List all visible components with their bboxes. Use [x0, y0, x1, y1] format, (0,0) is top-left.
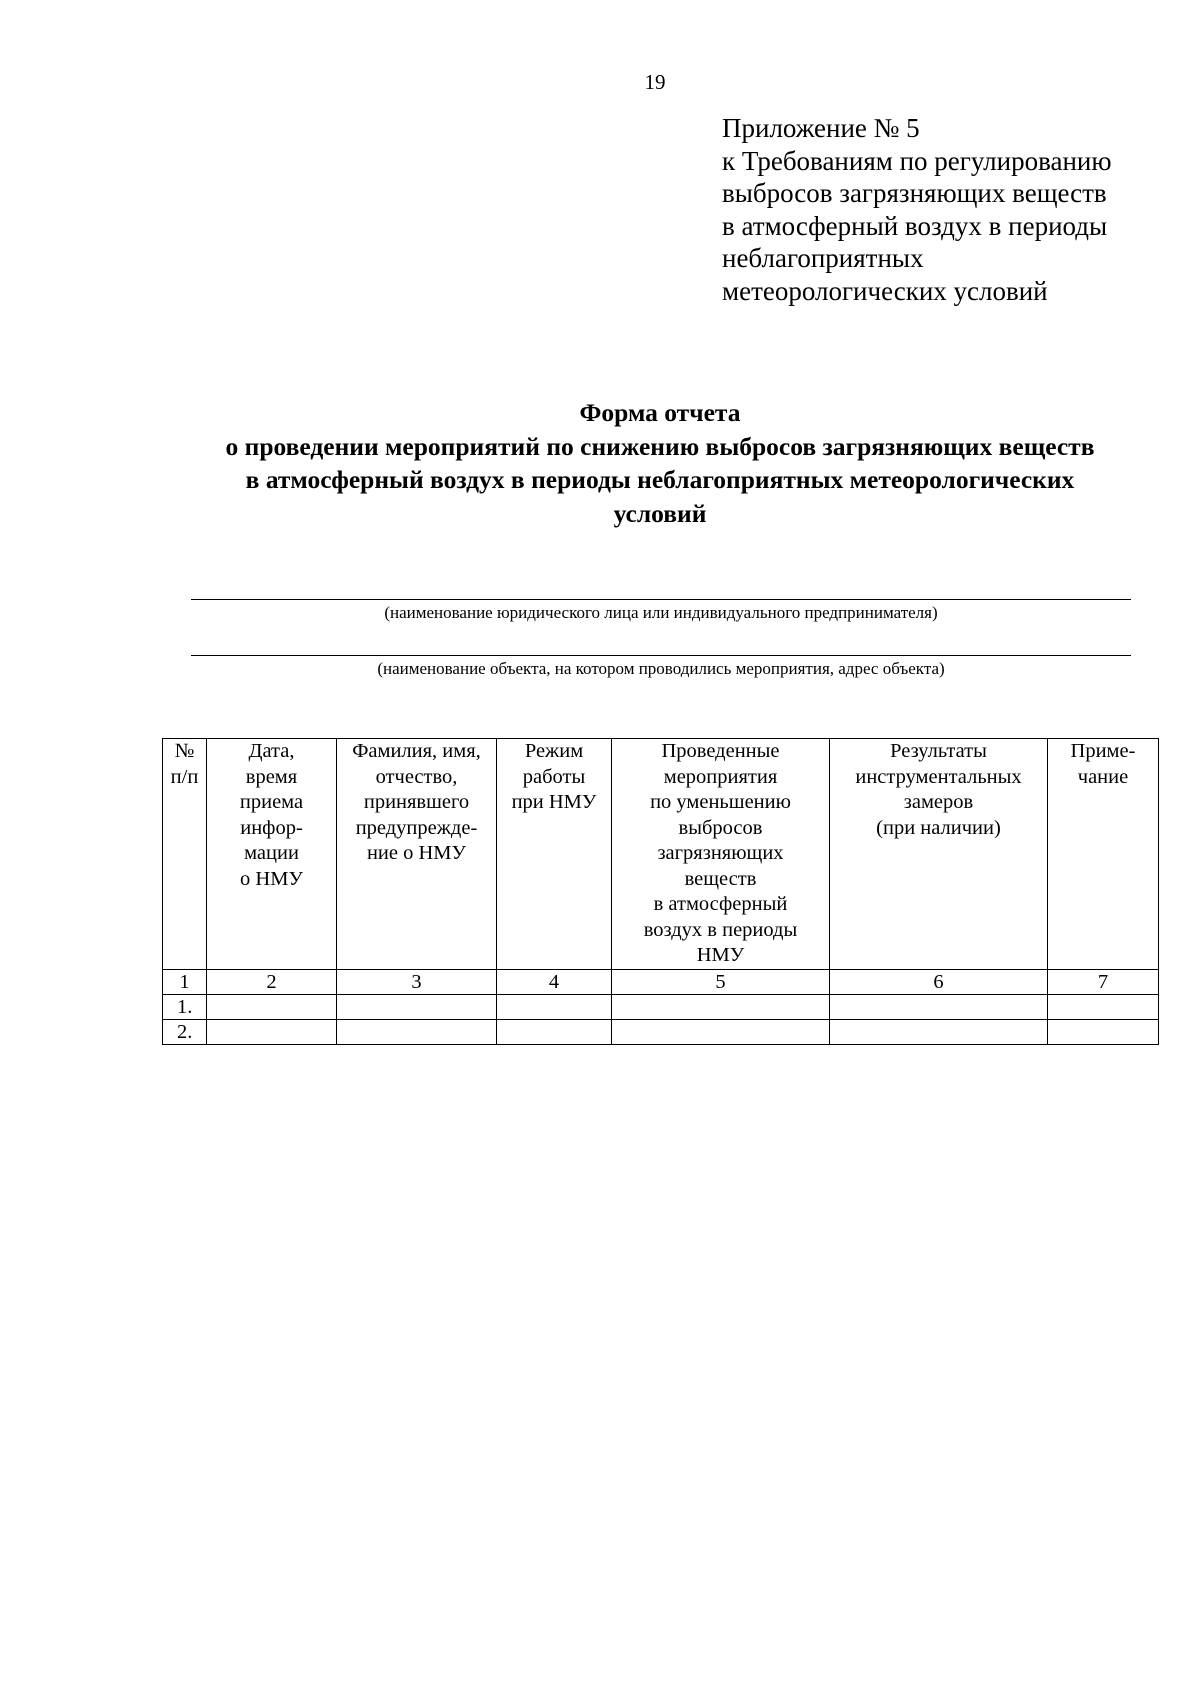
- table-cell[interactable]: [497, 1020, 612, 1045]
- column-number: 5: [612, 970, 830, 995]
- object-name-line[interactable]: [191, 655, 1131, 656]
- header-results: Результаты инструментальных замеров (при наличии): [830, 739, 1048, 970]
- object-name-caption: (наименование объекта, на котором проводились мероприятия, адрес объекта): [377, 659, 945, 678]
- table-header-row: [163, 739, 1159, 970]
- report-table: [162, 738, 1159, 1045]
- table-row: [163, 995, 1159, 1020]
- row-number: 1.: [163, 995, 207, 1020]
- page-number: 19: [644, 70, 666, 94]
- header-note: Приме- чание: [1048, 739, 1159, 970]
- appendix-line: метеорологических условий: [722, 275, 1048, 306]
- column-number: 6: [830, 970, 1048, 995]
- appendix-line: неблагоприятных: [722, 243, 924, 273]
- table-cell[interactable]: [612, 1020, 830, 1045]
- appendix-line: Приложение № 5: [722, 113, 920, 143]
- header-mode: Режим работы при НМУ: [497, 739, 612, 970]
- table-row: [163, 1020, 1159, 1045]
- table-cell[interactable]: [830, 995, 1048, 1020]
- row-number: 2.: [163, 1020, 207, 1045]
- appendix-line: в атмосферный воздух в периоды: [722, 210, 1108, 241]
- column-number: 3: [337, 970, 497, 995]
- table-cell[interactable]: [830, 1020, 1048, 1045]
- column-number: 1: [163, 970, 207, 995]
- table-cell[interactable]: [612, 995, 830, 1020]
- appendix-line: выбросов загрязняющих веществ: [722, 178, 1107, 208]
- table-cell[interactable]: [337, 995, 497, 1020]
- title-line: о проведении мероприятий по снижению выбросов загрязняющих веществ: [225, 431, 1095, 461]
- appendix-line: к Требованиям по регулированию: [722, 145, 1112, 176]
- header-date: Дата, время приема инфор- мации о НМУ: [207, 739, 337, 970]
- form-title: [160, 396, 1160, 530]
- column-number: 4: [497, 970, 612, 995]
- header-receiver: Фамилия, имя, отчество, принявшего предупрежде- ние о НМУ: [337, 739, 497, 970]
- header-measures: Проведенные мероприятия по уменьшению выбросов загрязняющих веществ в атмосферный воздух в периоды НМУ: [612, 739, 830, 970]
- table-cell[interactable]: [207, 995, 337, 1020]
- column-number: 2: [207, 970, 337, 995]
- entity-name-line[interactable]: [191, 599, 1131, 600]
- title-line: Форма отчета: [579, 398, 741, 427]
- title-line: в атмосферный воздух в периоды неблагоприятных метеорологических: [245, 465, 1075, 494]
- column-number-row: [163, 970, 1159, 995]
- title-line: условий: [613, 498, 707, 528]
- appendix-reference: [722, 112, 1112, 307]
- table-cell[interactable]: [207, 1020, 337, 1045]
- column-number: 7: [1048, 970, 1159, 995]
- table-cell[interactable]: [497, 995, 612, 1020]
- entity-name-caption: (наименование юридического лица или индивидуального предпринимателя): [384, 603, 938, 622]
- table-cell[interactable]: [337, 1020, 497, 1045]
- header-number: № п/п: [163, 739, 207, 970]
- table-cell[interactable]: [1048, 1020, 1159, 1045]
- table-cell[interactable]: [1048, 995, 1159, 1020]
